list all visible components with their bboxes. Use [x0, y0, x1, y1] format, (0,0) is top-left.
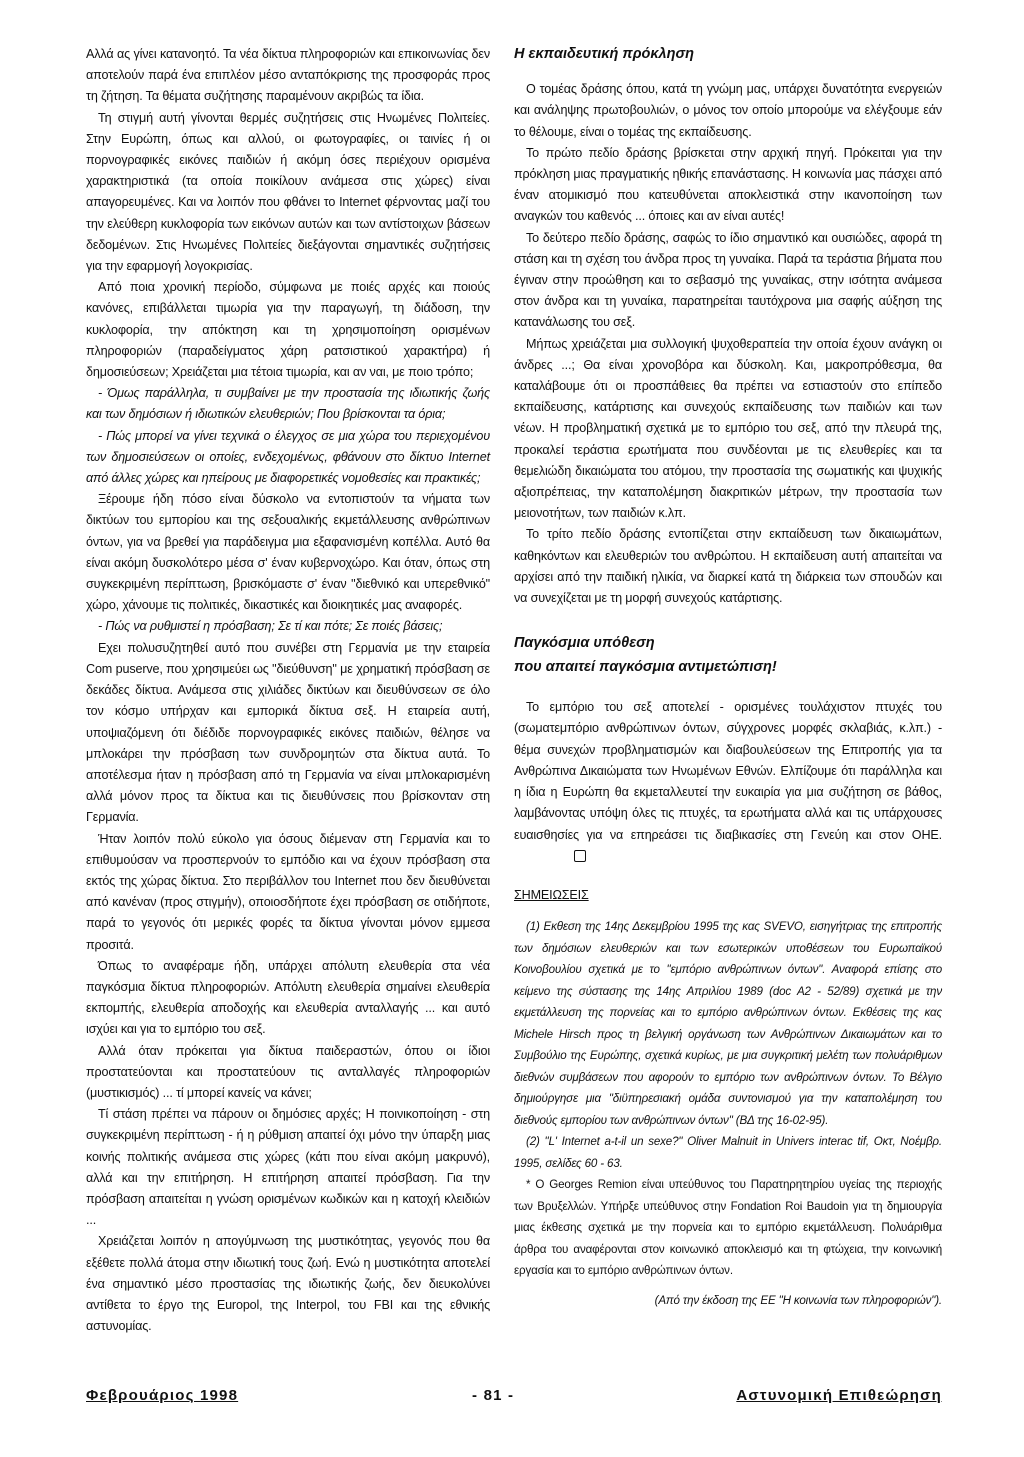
author-note: * Ο Georges Remion είναι υπεύθυνος του Παρατηρητηρίου υγείας της περιοχής των Βρυξελλών. Υπήρξε υπεύθυνος στην Fondation Roi Baudoin για τη δημιουργία μιας έκθεσης σχετικά με την πορνεία και το εμπόριο εκμετάλλευση. Πολυάριθμα άρθρα του αναφέρονται στον κοινωνικό αποκλεισμό και τη φτώχεια, την κοινωνική εργασία και το εμπόριο ανθρώπινων όντων. [514, 1178, 942, 1278]
paragraph: Τί στάση πρέπει να πάρουν οι δημόσιες αρχές; Η ποινικοποίηση - στη συγκεκριμένη περίπτωση - ή η ρύθμιση απαιτεί όχι μόνο την ύπαρξη μιας κοινής πολιτικής ανάμεσα στις χώρες (κάτι που είναι ακόμη μακρυνό), αλλά και την επιτήρηση. Η επιτήρηση απαιτεί πρόσβαση. Για την πρόσβαση απαιτείται η γνώση ορισμένων κωδικών και η κατοχή κλειδιών ... [86, 1107, 490, 1228]
paragraph: Ξέρουμε ήδη πόσο είναι δύσκολο να εντοπιστούν τα νήματα των δικτύων του εμπορίου και της σεξουαλικής εκμετάλλευσης ανθρώπινων όντων, για να βρεθεί για παράδειγμα μια εξαφανισμένη κοπέλλα. Αυτό θα είναι ακόμη δυσκολότερο μέσα σ' έναν κυβερνοχώρο. Και όταν, όπως στη συγκεκριμένη περίπτωση, βρισκόμαστε σ' έναν "διεθνικό και υπερεθνικό" χώρο, χάνουμε τις πολιτικές, δικαστικές και διοικητικές μας αναφορές. [86, 492, 490, 613]
paragraph: Αλλά όταν πρόκειται για δίκτυα παιδεραστών, όπου οι ίδιοι προστατεύονται και προστατεύουν τις ανταλλαγές πληροφοριών (μυστικισμός) ... τί μπορεί κανείς να κάνει; [86, 1043, 490, 1100]
paragraph: Τη στιγμή αυτή γίνονται θερμές συζητήσεις στις Ηνωμένες Πολιτείες. Στην Ευρώπη, όπως και αλλού, οι φωτογραφίες, οι ταινίες ή οι πορνογραφικές εικόνες παιδιών ή ακόμη όσες περιέχουν ορισμένα χαρακτηριστικά (τα οποία ποικίλουν ανάμεσα στις χώρες) είναι απαγορευμένες. Και να λοιπόν που φθάνει το Internet φέρνοντας μαζί του την ελεύθερη κυκλοφορία των εικόνων αυτών και των αντίστοιχων βάσεων δεδομένων. Στις Ηνωμένες Πολιτείες διεξάγονται σημαντικές συζητήσεις για την εφαρμογή λογοκρισίας. [86, 110, 490, 274]
paragraph: - Όμως παράλληλα, τι συμβαίνει με την προστασία της ιδιωτικής ζωής και των δημόσιων ή ιδιωτικών ελευθεριών; Που βρίσκονται τα όρια; [86, 386, 490, 422]
source-note: (Από την έκδοση της ΕΕ "Η κοινωνία των πληροφοριών"). [654, 1293, 942, 1307]
paragraph: - Πώς να ρυθμιστεί η πρόσβαση; Σε τί και πότε; Σε ποιές βάσεις; [98, 619, 443, 634]
footer-date: Φεβρουάριος 1998 [86, 1387, 239, 1404]
paragraph: Αλλά ας γίνει κατανοητό. Τα νέα δίκτυα πληροφοριών και επικοινωνίας δεν αποτελούν παρά ένα επιπλέον μέσο ανταπόκρισης της προσφοράς προς τη ζήτηση. Τα θέματα συζήτησης παραμένουν ακριβώς τα ίδια. [86, 47, 490, 104]
notes [514, 916, 942, 1311]
footnote: (1) Εκθεση της 14ης Δεκεμβρίου 1995 της κας SVEVO, εισηγήτριας της επιτροπής των δημόσιων ελευθεριών και των εσωτερικών υποθέσεων του Ευρωπαϊκού Κοινοβουλίου σχετικά με το "εμπόριο ανθρώπινων όντων". Αναφορά επίσης στο κείμενο της σύστασης της 14ης Απριλίου 1989 (doc A2 - 52/89) σχετικά με την εκμετάλλευση της πορνείας και το εμπόριο ανθρώπινων όντων. Εκθέσεις της κας Michele Hirsch προς τη βελγική οργάνωση των Ανθρώπινων Δικαιωμάτων και το Συμβούλιο της Ευρώπης, σχετικά κυρίως, με μια συγκριτική μελέτη των πολυάριθμων διεθνών συμβάσεων που αφορούν το εμπόριο των ανθρώπινων όντων. Το Βέλγιο δημιούργησε μια "διϋπηρεσιακή ομάδα συντονισμού για την καταπολέμηση του διεθνούς εμπορίου των ανθρώπινων όντων" (ΒΔ της 16-02-95). [514, 920, 942, 1127]
magazine-title: Αστυνομική Επιθεώρηση [736, 1387, 942, 1404]
paragraph: Μήπως χρειάζεται μια συλλογική ψυχοθεραπεία την οποία έχουν ανάγκη οι άνδρες ...; Θα είναι χρονοβόρα και δύσκολη. Και, μακροπρόθεσμα, θα καταλάβουμε ότι οι προσπάθειες θα πρέπει να εστιαστούν στο επίπεδο εκπαίδευσης, κατάρτισης και συνεχούς εκπαίδευσης των παιδιών και των νέων. Η προβληματική σχετικά με το εμπόριο του σεξ, από την πλευρά της, προκαλεί τεράστια ερωτήματα που συνδέονται με τις ελευθερίες και τα θεμελιώδη δικαιώματα του ατόμου, την προστασία της σωματικής και ψυχικής αξιοπρέπειας, την καταπολέμηση διακριτικών μέτρων, την προστασία των μειονοτήτων, των παιδιών κ.λπ. [514, 336, 942, 521]
paragraph: Ο τομέας δράσης όπου, κατά τη γνώμη μας, υπάρχει δυνατότητα ενεργειών και ανάληψης πρωτοβουλιών, ο μόνος τον οποίο μπορούμε να ελέγξουμε εάν το θέλουμε, είναι ο τομέας της εκπαίδευσης. [514, 82, 942, 139]
paragraph: Χρειάζεται λοιπόν η απογύμνωση της μυστικότητας, γεγονός που θα εξέθετε πολλά άτομα στην ιδιωτική τους ζωή. Ενώ η μυστικότητα αποτελεί ένα σημαντικό μέσο προστασίας της ιδιωτικής ζωής, δεν διευκολύνει αντίθετα το έργο της Europol, της Interpol, του FBI και της εθνικής αστυνομίας. [86, 1234, 490, 1334]
section-heading-2 [514, 631, 942, 679]
conclusion-text: Το εμπόριο του σεξ αποτελεί - ορισμένες τουλάχιστον πτυχές του (σωματεμπόριο ανθρώπινων όντων, σύγχρονες μορφές σκλαβιάς, κ.λπ.) - θέμα συνεχών προβληματισμών και διαβουλεύσεων της Επιτροπής για τα Ανθρώπινα Δικαιώματα των Ηνωμένων Εθνών. Ελπίζουμε ότι παράλληλα και η ίδια η Ευρώπη θα εκμεταλλευτεί την ευκαιρία για μια συζήτηση σε βάθος, λαμβάνοντας υπόψη όλες τις πτυχές, τα ερωτήματα αλλά και τις υπάρχουσες ευαισθησίες για να επηρεάσει τις διαβικασίες στη Γενεύη και στον ΟΗΕ. [514, 700, 942, 842]
conclusion-paragraph [514, 697, 942, 867]
footnote: (2) "L' Internet a-t-il un sexe?" Oliver Malnuit in Univers interac tif, Οκτ, Νοέμβρ. 1995, σελίδες 60 - 63. [514, 1135, 942, 1170]
paragraph: Το πρώτο πεδίο δράσης βρίσκεται στην αρχική πηγή. Πρόκειται για την πρόκληση μιας πραγματικής ηθικής επανάστασης. Η κοινωνία μας πάσχει από έναν ατομικισμό που κατευθύνεται αποκλειστικά στην ικανοποίηση των αναγκών του καθενός ... όποιες και αν είναι αυτές! [514, 145, 942, 224]
notes-title: ΣΗΜΕΙΩΣΕΙΣ [514, 887, 589, 902]
right-column [514, 44, 942, 1311]
left-column [86, 44, 490, 1337]
heading-line: που απαιτεί παγκόσμια αντιμετώπιση! [514, 659, 777, 676]
heading-line: Παγκόσμια υπόθεση [514, 635, 655, 652]
paragraph: Όπως το αναφέραμε ήδη, υπάρχει απόλυτη ελευθερία στα νέα παγκόσμια δίκτυα πληροφοριών. Απόλυτη ελευθερία σημαίνει ελευθερία εκπομπής, ελευθερία αποδοχής και ελευθερία ανταλλαγής ... και αυτό ισχύει και για το εμπόριο του σεξ. [86, 958, 490, 1037]
paragraph: Ήταν λοιπόν πολύ εύκολο για όσους διέμεναν στη Γερμανία και το επιθυμούσαν να προσπερνούν το εμπόδιο και να έχουν πρόσβαση στα εκτός της χώρας δίκτυα. Στο περιβάλλον του Internet που δεν διευθύνεται από κανέναν (προς στιγμήν), οποιοσδήποτε έχει πρόσβαση σε οτιδήποτε, παρά το γεγονός ότι μερικές φορές τα δίκτυα γίνονται μόνον εμμεσα προσιτά. [86, 831, 490, 952]
page-number: - 81 - [472, 1387, 515, 1404]
paragraph: Το δεύτερο πεδίο δράσης, σαφώς το ίδιο σημαντικό και ουσιώδες, αφορά τη στάση και τη σχέση του άνδρα προς τη γυναίκα. Παρά τα τεράστια βήματα που έγιναν στην προώθηση και το σεβασμό της γυναίκας, στην ισότητα ανάμεσα στον άνδρα και τη γυναίκα, παρατηρείται ταυτόχρονα μια σαφής αύξηση της κατανάλωσης του σεξ. [514, 230, 942, 330]
paragraph: Από ποια χρονική περίοδο, σύμφωνα με ποιές αρχές και ποιούς κανόνες, επιβάλλεται τιμωρία για την παραγωγή, τη διάδοση, την κυκλοφορία, την απόκτηση και τη χρησιμοποίηση ορισμένων πληροφοριών (παραδείγματος χάρη ρατσιστικού χαρακτήρα) ή δημοσιεύσεων; Χρειάζεται μια τέτοια τιμωρία, και αν ναι, με ποιο τρόπο; [86, 280, 490, 380]
page-footer [86, 1387, 942, 1411]
end-mark-icon [574, 850, 586, 862]
paragraph: - Πώς μπορεί να γίνει τεχνικά ο έλεγχος σε μια χώρα του περιεχομένου των δημοσιεύσεων οι οποίες, ενδεχομένως, φθάνουν στο δίκτυο Internet από άλλες χώρες και ηπείρους με διαφορετικές νομοθεσίες και πρακτικές; [86, 428, 490, 486]
paragraph: Το τρίτο πεδίο δράσης εντοπίζεται στην εκπαίδευση των δικαιωμάτων, καθηκόντων και ελευθεριών του ανθρώπου. Η εκπαίδευση αυτή απαιτείται να αρχίσει από την παιδική ηλικία, να διαρκεί κατά τη διάρκεια των σπουδών και να συνεχίζεται με τη μορφή συνεχούς κατάρτισης. [514, 527, 942, 606]
paragraph: Εχει πολυσυζητηθεί αυτό που συνέβει στη Γερμανία με την εταιρεία Com puserve, που χρησιμεύει ως "διεύθυνση" με χρηματική πρόσβαση σε δεκάδες δίκτυα. Ανάμεσα στις χιλιάδες δικτύων και διευθύνσεων σε όλο τον κόσμο υπήρχαν και εμπορικά δίκτυα σεξ. Η εταιρεία αυτή, υποψιαζόμενη ότι διέδιδε πορνογραφικές εικόνες παιδιών, θέλησε να μπλοκάρει την πρόσβαση των συνδρομητών στα δίκτυα αυτά. Το αποτέλεσμα ήταν η πρόσβαση από τη Γερμανία να είναι μπλοκαρισμένη αλλά μόνον προς τα δίκτυα και τις διευθύνσεις που βρίσκονταν στη Γερμανία. [86, 640, 490, 825]
section-heading: Η εκπαιδευτική πρόκληση [514, 46, 694, 62]
